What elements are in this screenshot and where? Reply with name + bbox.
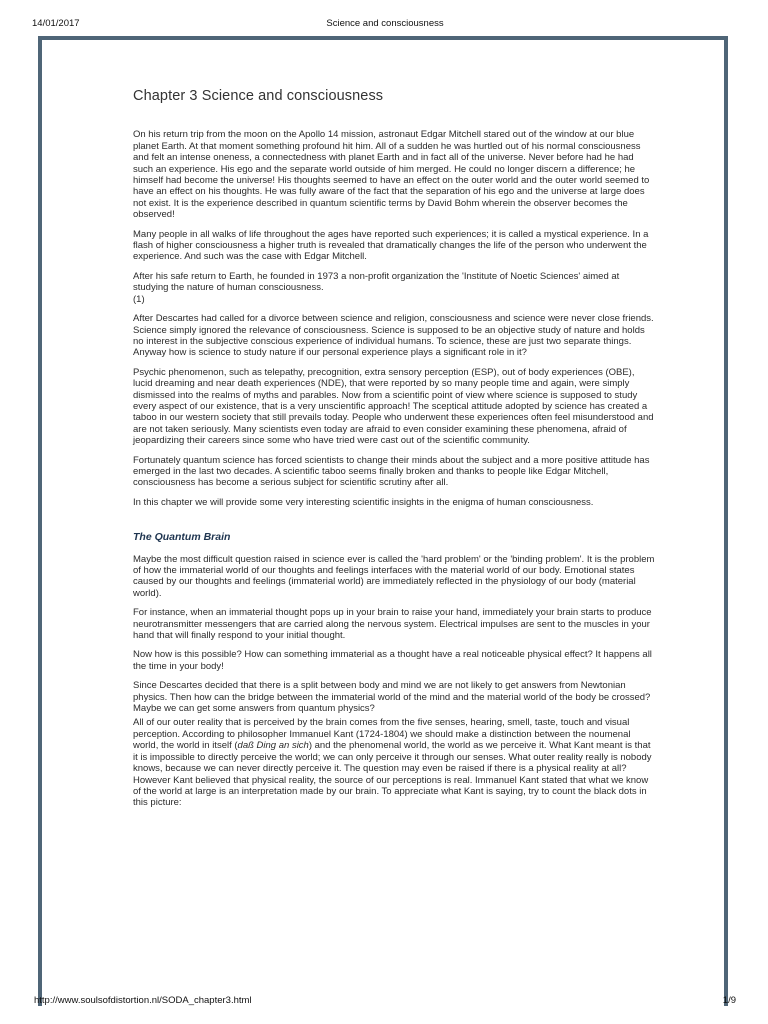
print-date: 14/01/2017 <box>32 18 80 29</box>
kant-term-italic: daß Ding an sich <box>237 740 309 752</box>
page-number: 1/9 <box>722 995 736 1006</box>
paragraph: On his return trip from the moon on the Apollo 14 mission, astronaut Edgar Mitchell stared out of the window at our blue planet Earth. At that moment something profound hit him. All of a sudden he was hurtled out of his normal consciousness and felt an intense oneness, a connectedness with planet Earth and in fact all of the universe. Never before had he had such an experience. His ego and the separate world outside of him merged. He could no longer discern a difference; he himself had become the universe! His thoughts seemed to have an effect on the outer world and the outer world seemed to have an effect on his thoughts. He was fully aware of the fact that the separation of his ego and the universe at large does not exist. It is the experience described in quantum scientific terms by David Bohm wherein the observer becomes the observed! <box>133 129 650 221</box>
kant-text-start: All of our outer reality that is perceived by the brain comes from the five senses, hearing, smell, taste, touch and visual perception. According to philosopher Immanuel Kant (1724-1804) we should make a distinction between the noumenal world, the world in itself ( <box>133 717 631 752</box>
paragraph: For instance, when an immaterial thought pops up in your brain to raise your hand, immediately your brain starts to produce neurotransmitter messengers that are carried along the nervous system. Electrical impulses are sent to the muscles in your hand that will finally respond to your initial thought. <box>133 607 652 642</box>
page-body <box>42 40 724 1010</box>
paragraph: Since Descartes decided that there is a split between body and mind we are not likely to get answers from Newtonian physics. Then how can the bridge between the immaterial world of the mind and the material world of the body be crossed? Maybe we can get some answers from quantum physics? <box>133 680 651 715</box>
print-header <box>32 18 738 32</box>
source-url: http://www.soulsofdistortion.nl/SODA_chapter3.html <box>34 995 252 1006</box>
article-content <box>133 88 655 817</box>
section-heading-quantum-brain: The Quantum Brain <box>133 531 231 544</box>
paragraph: Now how is this possible? How can something immaterial as a thought have a real noticeable physical effect? It happens all the time in your body! <box>133 649 652 672</box>
paragraph: After his safe return to Earth, he founded in 1973 a non-profit organization the 'Institute of Noetic Sciences' aimed at studying the nature of human consciousness. (1) <box>133 270 620 305</box>
chapter-title: Chapter 3 Science and consciousness <box>133 88 384 104</box>
print-page-title: Science and consciousness <box>326 18 444 29</box>
paragraph: After Descartes had called for a divorce between science and religion, consciousness and science were never close friends. Science simply ignored the relevance of consciousness. Science is supposed to be an objective study of nature and holds no interest in the subjective conscious experience of individual humans. To science, these are just two separate things. Anyway how is science to study nature if our personal experience plays a significant role in it? <box>133 313 654 359</box>
paragraph: Many people in all walks of life throughout the ages have reported such experiences; it is called a mystical experience. In a flash of higher consciousness a higher truth is revealed that dramatically changes the life of the person who underwent the experience. And such was the case with Edgar Mitchell. <box>133 228 649 263</box>
paragraph: Maybe the most difficult question raised in science ever is called the 'hard problem' or the 'binding problem'. It is the problem of how the immaterial world of our thoughts and feelings interfaces with the material world of our body. Emotional states caused by our thoughts and feelings (immaterial world) are immediately reflected in the physiology of our body (material world). <box>133 553 655 599</box>
kant-text-end: ) and the phenomenal world, the world as we perceive it. What Kant meant is that it is impossible to directly perceive the world; we can only perceive it through our senses. What outer reality really is nobody knows, because we can never directly perceive it. The question may even be raised if there is a physical reality at all? However Kant believed that physical reality, the source of our perceptions is real. Immanuel Kant stated that what we know of the world at large is an interpretation made by our brain. To appreciate what Kant is saying, try to count the black dots in this picture: <box>133 740 652 809</box>
kant-paragraph <box>133 717 655 808</box>
paragraph: In this chapter we will provide some very interesting scientific insights in the enigma of human consciousness. <box>133 496 594 508</box>
print-footer <box>34 995 736 1009</box>
paragraph: Fortunately quantum science has forced scientists to change their minds about the subject and a more positive attitude has emerged in the last two decades. A scientific taboo seems finally broken and thanks to people like Edgar Mitchell, consciousness has become a serious subject for scientific scrutiny after all. <box>133 454 650 489</box>
paragraph: Psychic phenomenon, such as telepathy, precognition, extra sensory perception (ESP), out of body experiences (OBE), lucid dreaming and near death experiences (NDE), that were reported by so many people time and again, were simply dismissed into the realms of myths and parables. Now from a scientific point of view where science is supposed to study every aspect of our existence, that is a very unscientific approach! The sceptical attitude adopted by science has created a taboo in our western society that still prevails today. People who underwent these experiences often feel misunderstood and are not taken seriously. Many scientists even today are afraid to even consider examining these phenomena, afraid of jeopardizing their careers since some who have tried were cast out of the scientific community. <box>133 366 654 447</box>
